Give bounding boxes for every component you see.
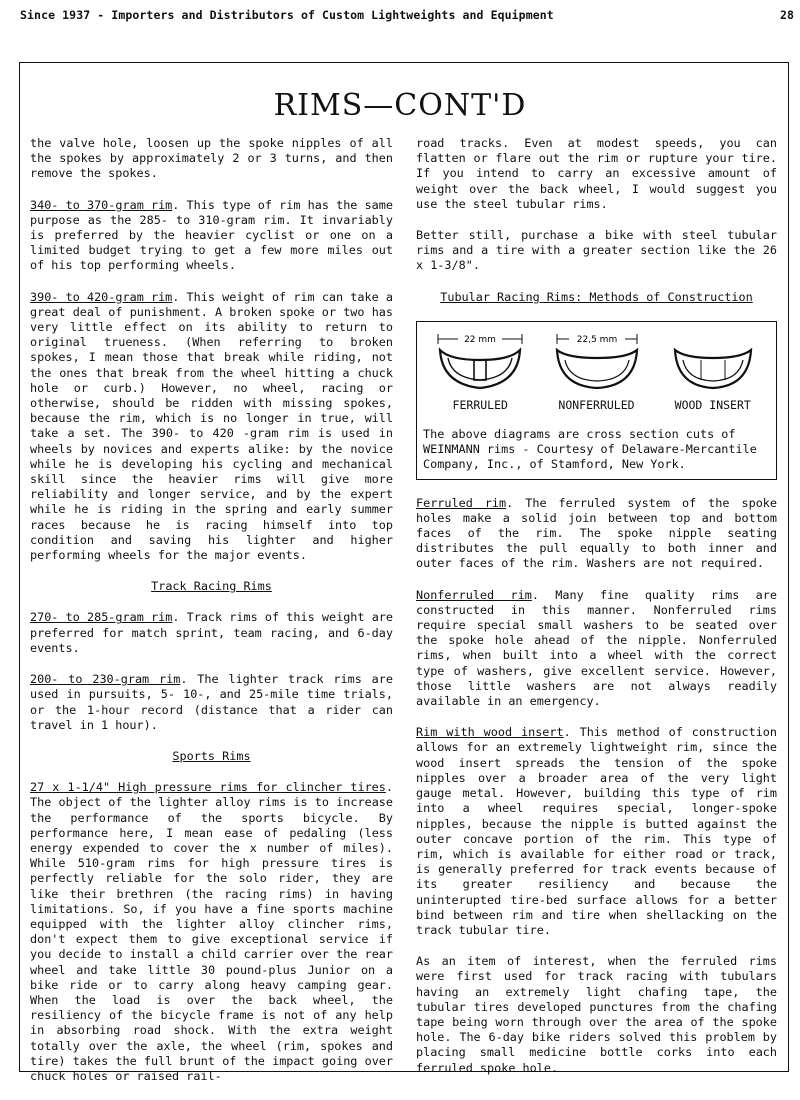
paragraph-text: . The ferruled system of the spoke holes make a solid join between top and bottom faces of the rim. The spoke nipple seating distributes the pull equally to both inner and outer faces of the rim. Washers are not required. [416,495,778,571]
left-column [30,136,393,1100]
paragraph [30,136,393,182]
paragraph [30,780,393,1084]
paragraph-lead: 340- to 370-gram rim [30,197,173,212]
paragraph-text: . Track rims of this weight are preferred for match sprint, team racing, and 6-day events. [30,610,393,655]
paragraph-text: . This method of construction allows for an extremely lightweight rim, since the wood insert spreads the tension of the spoke nipples over a broader area of the very light gauge metal. However, building this type of rim into a wheel requires special, longer-spoke nipples, because the nipple is butted against the outer concave portion of the rim. This type of rim, which is available for either road or track, is generally preferred for track events because of its greater resiliency and because the uninterupted tire-bed surface allows for a better bind between rim and tire when shellacking on the track tubular tire. [416,725,778,937]
right-column [416,136,777,1092]
nonferruled-diagram [539,330,654,413]
paragraph [30,290,393,564]
section-heading-tubular: Tubular Racing Rims: Methods of Construction [440,289,753,304]
page-header [20,6,794,26]
wood-insert-rim-drawing [665,330,761,394]
section-heading-sports: Sports Rims [172,748,251,763]
paragraph-text: the valve hole, loosen up the spoke nipples of all the spokes by approximately 2 or 3 turns, and then remove the spokes. [30,136,393,181]
rim-diagrams-row [423,330,770,413]
paragraph-lead: 390- to 420-gram rim [30,289,173,304]
paragraph-text: . This type of rim has the same purpose as the 285- to 310-gram rim. It invariably is preferred by the heavier cyclist or one on a limited budget trying to get a few more miles out of his top performing wheels. [30,197,393,273]
nonferruled-label: NONFERRULED [558,397,635,412]
paragraph-text: . The object of the lighter alloy rims is to increase the performance of the sports bicycle. By performance here, I mean ease of pedaling (less energy expended to cover the x number of miles). While 510-gram rims for high pressure tires is perfectly reliable for the solo rider, they are like their brethren (the racing rims) in having limitations. So, if you have a fine sports machine equipped with the lighter alloy clincher rims, don't expect them to give exceptional service if you decide to install a child carrier over the rear wheel and take little 30 pound-plus Junior on a bike ride or to carry along heavy camping gear. When the load is over the back wheel, the resiliency of the bicycle frame is not of any help in absorbing road shock. With the extra weight totally over the axle, the wheel (rim, spokes and tire) takes the full brunt of the impact going over chuck holes or raised rail- [30,780,393,1083]
ferruled-dimension: 22 mm [464,334,497,345]
paragraph [30,672,393,733]
wood-insert-diagram [656,330,771,413]
paragraph [30,610,393,656]
paragraph [416,228,777,274]
page-title: RIMS—CONT'D [273,88,527,123]
page-number: 28 [779,8,794,22]
figure-caption: The above diagrams are cross section cuts of WEINMANN rims - Courtesy of Delaware-Mercantile Company, Inc., of Stamford, New York. [423,427,757,472]
nonferruled-dimension: 22,5 mm [576,334,617,345]
paragraph-text: . The lighter track rims are used in pursuits, 5- 10-, and 25-mile time trials, or the 1-hour record (distance that a rider can travel in 1 hour). [30,672,393,732]
paragraph-text: . Many fine quality rims are constructed in this manner. Nonferruled rims require special small washers to be seated over the spoke hole ahead of the nipple. Nonferruled rims, when built into a wheel with the correct type of washers, give excellent service. However, those little washers are not always readily available in an emergency. [416,587,777,709]
wood-insert-label: WOOD INSERT [674,397,751,412]
ferruled-diagram [423,330,538,413]
paragraph-lead: 270- to 285-gram rim [30,610,173,625]
paragraph-text: As an item of interest, when the ferruled rims were first used for track racing with tubulars having an extremely light chafing tape, the tubular tires developed punctures from the chafing tape being worn through over the area of the spoke hole. The 6-day bike riders solved this problem by placing small medicine bottle corks into each ferruled spoke hole. [416,954,777,1075]
section-heading-track: Track Racing Rims [151,579,272,594]
paragraph-text: Better still, purchase a bike with steel tubular rims and a tire with a greater section like the 26 x 1-3/8". [416,228,777,273]
nonferruled-rim-drawing [549,330,645,394]
header-tagline: Since 1937 - Importers and Distributors of Custom Lightweights and Equipment [20,8,554,22]
paragraph [416,136,777,212]
ferruled-label: FERRULED [452,397,508,412]
paragraph-lead: Ferruled rim [416,495,507,510]
rim-cross-section-figure [416,321,777,480]
paragraph-text: road tracks. Even at modest speeds, you can flatten or flare out the rim or rupture your tire. If you intend to carry an excessive amount of weight over the back wheel, I would suggest you use the steel tubular rims. [416,136,777,211]
paragraph-text: . This weight of rim can take a great deal of punishment. A broken spoke or two has very little effect on its ability to return to original trueness. (When referring to broken spokes, I mean those that break while riding, not the ones that break from the wheel hitting a chuck hole or curb.) However, no wheel, racing or otherwise, should be ridden with missing spokes, because the rim, which is no longer in true, will take a set. The 390- to 420 -gram rim is used in wheels by novices and experts alike: by the novice while he is developing his cycling and mechanical skill since the heavier rims will give more reliability and longer service, and by the expert while he is riding in the spring and early summer races because he is racing himself into top condition and saving his lighter and higher performing wheels for the major events. [30,289,393,563]
paragraph-lead: Nonferruled rim [416,587,532,602]
paragraph [416,954,777,1076]
paragraph-lead: 200- to 230-gram rim [30,672,181,687]
ferruled-rim-drawing [432,330,528,394]
paragraph [416,725,777,938]
paragraph [416,496,777,572]
paragraph-lead: Rim with wood insert [416,725,564,740]
paragraph [416,588,777,710]
paragraph [30,198,393,274]
paragraph-lead: 27 x 1-1/4" High pressure rims for clincher tires [30,780,386,795]
